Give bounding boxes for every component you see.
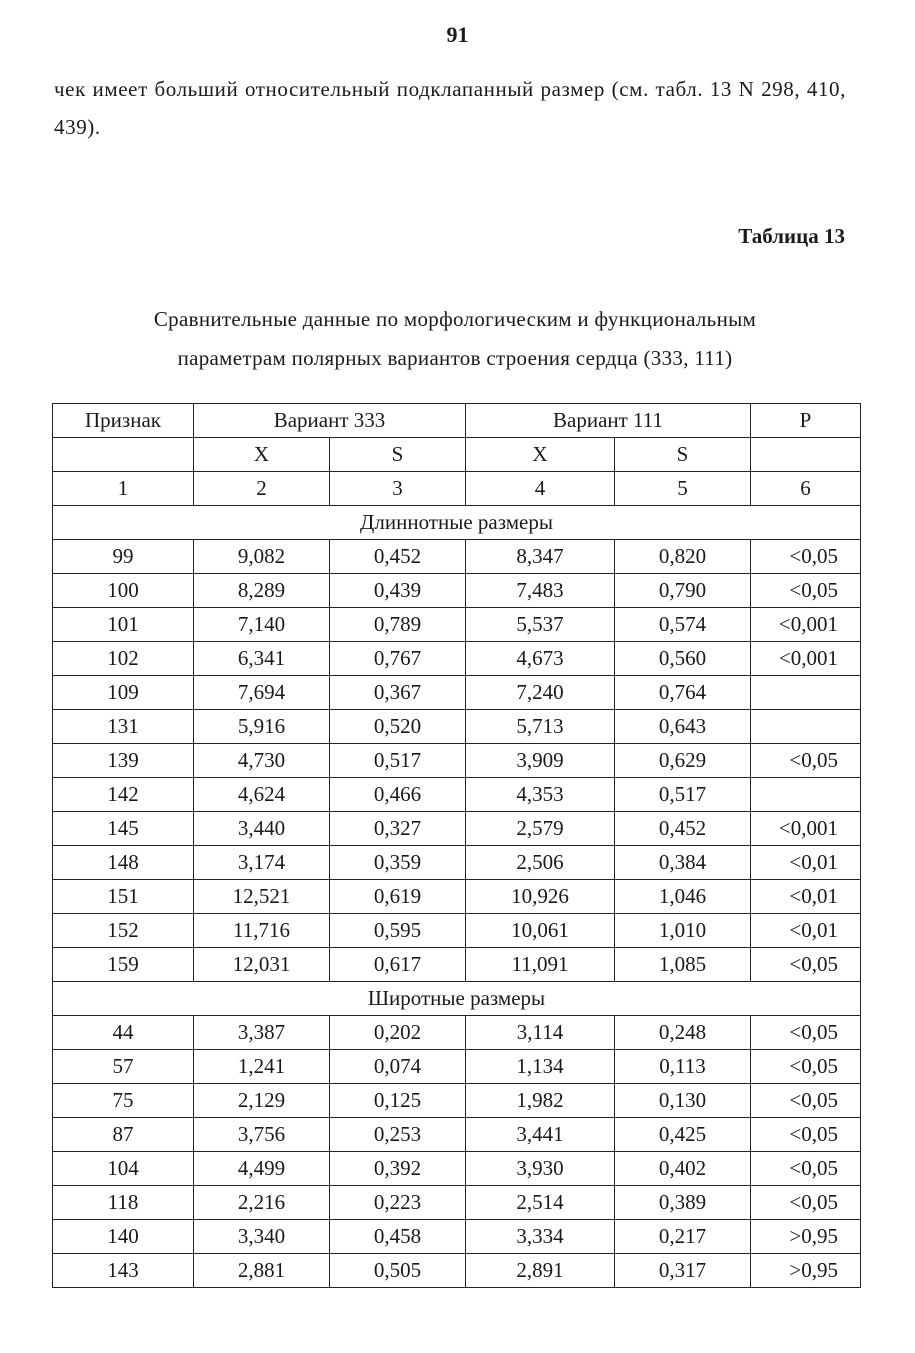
feature-cell: 145 <box>53 812 194 846</box>
value-cell: 12,521 <box>194 880 330 914</box>
value-cell: 0,439 <box>330 574 466 608</box>
value-cell: 3,174 <box>194 846 330 880</box>
col-number: 6 <box>751 472 861 506</box>
feature-cell: 143 <box>53 1254 194 1288</box>
header-x-333: X <box>194 438 330 472</box>
value-cell: 3,441 <box>466 1118 615 1152</box>
value-cell: 0,384 <box>615 846 751 880</box>
value-cell: 0,202 <box>330 1016 466 1050</box>
header-x-111: X <box>466 438 615 472</box>
feature-cell: 104 <box>53 1152 194 1186</box>
value-cell: 0,367 <box>330 676 466 710</box>
feature-cell: 75 <box>53 1084 194 1118</box>
p-value-cell <box>751 676 861 710</box>
p-value-cell: <0,05 <box>751 1118 861 1152</box>
table-caption <box>50 300 860 378</box>
feature-cell: 100 <box>53 574 194 608</box>
table-row <box>53 778 861 812</box>
value-cell: 0,452 <box>615 812 751 846</box>
section-title: Широтные размеры <box>53 982 861 1016</box>
table-row <box>53 914 861 948</box>
feature-cell: 152 <box>53 914 194 948</box>
p-value-cell: <0,05 <box>751 540 861 574</box>
header-empty <box>53 438 194 472</box>
p-value-cell <box>751 710 861 744</box>
value-cell: 0,389 <box>615 1186 751 1220</box>
value-cell: 3,440 <box>194 812 330 846</box>
header-row-numbers <box>53 472 861 506</box>
table-label: Таблица 13 <box>738 224 845 248</box>
p-value-cell: <0,05 <box>751 744 861 778</box>
table-row <box>53 1254 861 1288</box>
col-number: 1 <box>53 472 194 506</box>
value-cell: 11,716 <box>194 914 330 948</box>
p-value-cell: <0,01 <box>751 914 861 948</box>
value-cell: 0,425 <box>615 1118 751 1152</box>
value-cell: 0,248 <box>615 1016 751 1050</box>
section-row <box>53 982 861 1016</box>
value-cell: 1,134 <box>466 1050 615 1084</box>
value-cell: 5,537 <box>466 608 615 642</box>
table-row <box>53 1186 861 1220</box>
table-row <box>53 744 861 778</box>
col-number: 3 <box>330 472 466 506</box>
value-cell: 0,113 <box>615 1050 751 1084</box>
feature-cell: 44 <box>53 1016 194 1050</box>
data-table <box>52 403 861 1288</box>
value-cell: 0,074 <box>330 1050 466 1084</box>
col-number: 5 <box>615 472 751 506</box>
value-cell: 1,010 <box>615 914 751 948</box>
p-value-cell <box>751 778 861 812</box>
value-cell: 0,517 <box>330 744 466 778</box>
p-value-cell: <0,001 <box>751 812 861 846</box>
feature-cell: 139 <box>53 744 194 778</box>
value-cell: 4,730 <box>194 744 330 778</box>
value-cell: 0,130 <box>615 1084 751 1118</box>
value-cell: 1,982 <box>466 1084 615 1118</box>
value-cell: 0,595 <box>330 914 466 948</box>
value-cell: 12,031 <box>194 948 330 982</box>
value-cell: 0,458 <box>330 1220 466 1254</box>
table-row <box>53 1220 861 1254</box>
table-row <box>53 1050 861 1084</box>
value-cell: 7,140 <box>194 608 330 642</box>
value-cell: 0,359 <box>330 846 466 880</box>
value-cell: 0,466 <box>330 778 466 812</box>
value-cell: 0,253 <box>330 1118 466 1152</box>
table-row <box>53 676 861 710</box>
intro-paragraph: чек имеет больший относительный подклапанный размер (см. табл. 13 N 298, 410, 439). <box>54 77 846 139</box>
value-cell: 0,619 <box>330 880 466 914</box>
value-cell: 0,790 <box>615 574 751 608</box>
feature-cell: 109 <box>53 676 194 710</box>
p-value-cell: <0,05 <box>751 1084 861 1118</box>
header-row-main <box>53 404 861 438</box>
value-cell: 2,216 <box>194 1186 330 1220</box>
table-row <box>53 812 861 846</box>
p-value-cell: <0,05 <box>751 948 861 982</box>
value-cell: 3,114 <box>466 1016 615 1050</box>
value-cell: 0,560 <box>615 642 751 676</box>
value-cell: 0,125 <box>330 1084 466 1118</box>
table-row <box>53 574 861 608</box>
value-cell: 3,909 <box>466 744 615 778</box>
p-value-cell: >0,95 <box>751 1220 861 1254</box>
value-cell: 10,061 <box>466 914 615 948</box>
feature-cell: 159 <box>53 948 194 982</box>
value-cell: 0,317 <box>615 1254 751 1288</box>
header-p: P <box>751 404 861 438</box>
value-cell: 2,579 <box>466 812 615 846</box>
feature-cell: 142 <box>53 778 194 812</box>
value-cell: 8,347 <box>466 540 615 574</box>
value-cell: 0,327 <box>330 812 466 846</box>
value-cell: 0,574 <box>615 608 751 642</box>
p-value-cell: <0,05 <box>751 1050 861 1084</box>
value-cell: 0,520 <box>330 710 466 744</box>
table-row <box>53 710 861 744</box>
page-number: 91 <box>446 22 469 47</box>
value-cell: 0,223 <box>330 1186 466 1220</box>
p-value-cell: <0,05 <box>751 574 861 608</box>
header-row-stats <box>53 438 861 472</box>
p-value-cell: <0,001 <box>751 642 861 676</box>
header-s-111: S <box>615 438 751 472</box>
value-cell: 0,789 <box>330 608 466 642</box>
value-cell: 0,617 <box>330 948 466 982</box>
p-value-cell: <0,01 <box>751 880 861 914</box>
feature-cell: 57 <box>53 1050 194 1084</box>
value-cell: 9,082 <box>194 540 330 574</box>
value-cell: 4,673 <box>466 642 615 676</box>
feature-cell: 140 <box>53 1220 194 1254</box>
value-cell: 0,767 <box>330 642 466 676</box>
value-cell: 1,241 <box>194 1050 330 1084</box>
table-row <box>53 1152 861 1186</box>
value-cell: 7,240 <box>466 676 615 710</box>
value-cell: 0,629 <box>615 744 751 778</box>
value-cell: 0,505 <box>330 1254 466 1288</box>
table-row <box>53 642 861 676</box>
p-value-cell: <0,05 <box>751 1186 861 1220</box>
value-cell: 7,694 <box>194 676 330 710</box>
table-row <box>53 948 861 982</box>
table-body <box>53 506 861 1288</box>
p-value-cell: <0,05 <box>751 1016 861 1050</box>
feature-cell: 101 <box>53 608 194 642</box>
feature-cell: 99 <box>53 540 194 574</box>
feature-cell: 118 <box>53 1186 194 1220</box>
value-cell: 3,387 <box>194 1016 330 1050</box>
value-cell: 0,820 <box>615 540 751 574</box>
value-cell: 2,881 <box>194 1254 330 1288</box>
value-cell: 3,756 <box>194 1118 330 1152</box>
value-cell: 1,046 <box>615 880 751 914</box>
table-row <box>53 1118 861 1152</box>
col-number: 2 <box>194 472 330 506</box>
value-cell: 0,392 <box>330 1152 466 1186</box>
table-row <box>53 880 861 914</box>
value-cell: 0,217 <box>615 1220 751 1254</box>
value-cell: 0,452 <box>330 540 466 574</box>
value-cell: 1,085 <box>615 948 751 982</box>
feature-cell: 148 <box>53 846 194 880</box>
table-row <box>53 608 861 642</box>
header-s-333: S <box>330 438 466 472</box>
section-row <box>53 506 861 540</box>
value-cell: 2,506 <box>466 846 615 880</box>
table-row <box>53 540 861 574</box>
p-value-cell: <0,001 <box>751 608 861 642</box>
value-cell: 8,289 <box>194 574 330 608</box>
value-cell: 4,624 <box>194 778 330 812</box>
value-cell: 5,713 <box>466 710 615 744</box>
feature-cell: 87 <box>53 1118 194 1152</box>
value-cell: 0,402 <box>615 1152 751 1186</box>
value-cell: 0,517 <box>615 778 751 812</box>
p-value-cell: <0,05 <box>751 1152 861 1186</box>
value-cell: 4,353 <box>466 778 615 812</box>
p-value-cell: <0,01 <box>751 846 861 880</box>
header-variant-333: Вариант 333 <box>194 404 466 438</box>
header-feature: Признак <box>53 404 194 438</box>
value-cell: 3,334 <box>466 1220 615 1254</box>
value-cell: 4,499 <box>194 1152 330 1186</box>
table-row <box>53 1016 861 1050</box>
value-cell: 2,891 <box>466 1254 615 1288</box>
feature-cell: 131 <box>53 710 194 744</box>
table-row <box>53 846 861 880</box>
value-cell: 0,764 <box>615 676 751 710</box>
value-cell: 3,340 <box>194 1220 330 1254</box>
table-header <box>53 404 861 506</box>
table-row <box>53 1084 861 1118</box>
value-cell: 7,483 <box>466 574 615 608</box>
caption-line-1: Сравнительные данные по морфологическим и функциональным <box>153 307 757 331</box>
caption-line-2: параметрам полярных вариантов строения сердца (333, 111) <box>177 346 733 370</box>
section-title: Длиннотные размеры <box>53 506 861 540</box>
value-cell: 10,926 <box>466 880 615 914</box>
value-cell: 5,916 <box>194 710 330 744</box>
header-variant-111: Вариант 111 <box>466 404 751 438</box>
feature-cell: 102 <box>53 642 194 676</box>
value-cell: 2,514 <box>466 1186 615 1220</box>
value-cell: 6,341 <box>194 642 330 676</box>
value-cell: 0,643 <box>615 710 751 744</box>
value-cell: 11,091 <box>466 948 615 982</box>
header-empty <box>751 438 861 472</box>
p-value-cell: >0,95 <box>751 1254 861 1288</box>
value-cell: 2,129 <box>194 1084 330 1118</box>
col-number: 4 <box>466 472 615 506</box>
feature-cell: 151 <box>53 880 194 914</box>
value-cell: 3,930 <box>466 1152 615 1186</box>
